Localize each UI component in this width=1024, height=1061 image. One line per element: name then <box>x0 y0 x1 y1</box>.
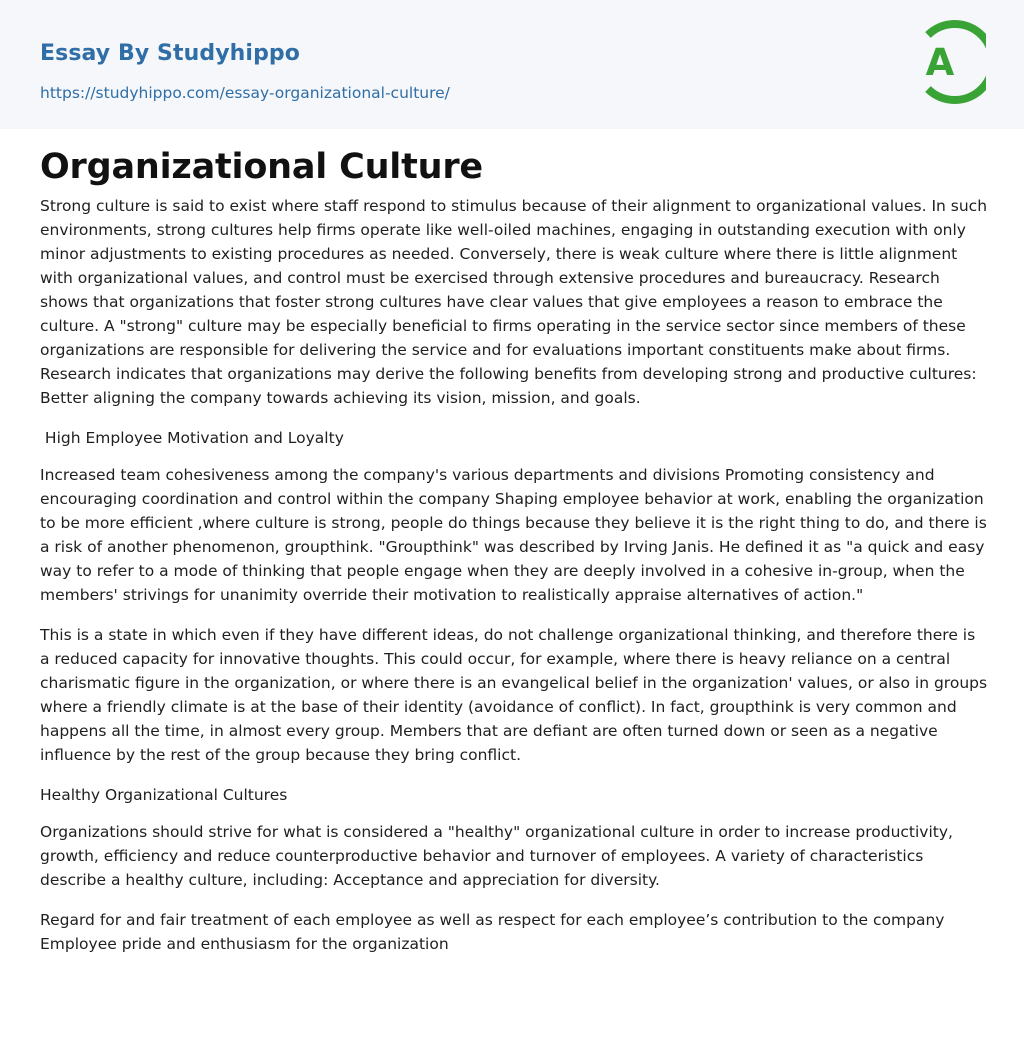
paragraph: Increased team cohesiveness among the company's various departments and divisions Promoting consistency and encouraging coordination and control within the company Shaping employee behavior at work, enabling the organization to be more efficient ,where culture is strong, people do things because they believe it is the right thing to do, and there is a risk of another phenomenon, groupthink. "Groupthink" was described by Irving Janis. He defined it as "a quick and easy way to refer to a mode of thinking that people engage when they are deeply involved in a cohesive in-group, when the members' strivings for unanimity override their motivation to realistically appraise alternatives of action." <box>40 466 987 604</box>
studyhippo-logo-icon[interactable] <box>912 19 986 105</box>
section-subheading: High Employee Motivation and Loyalty <box>40 429 344 447</box>
article-body <box>40 129 988 956</box>
paragraph: Organizations should strive for what is considered a "healthy" organizational culture in order to increase productivity, growth, efficiency and reduce counterproductive behavior and turnover of employees. A variety of characteristics describe a healthy culture, including: Acceptance and appreciation for diversity. <box>40 823 953 889</box>
paragraph: This is a state in which even if they have different ideas, do not challenge organizational thinking, and therefore there is a reduced capacity for innovative thoughts. This could occur, for example, where there is heavy reliance on a central charismatic figure in the organization, or where there is an evangelical belief in the organization' values, or also in groups where a friendly climate is at the base of their identity (avoidance of conflict). In fact, groupthink is very common and happens all the time, in almost every group. Members that are defiant are often turned down or seen as a negative influence by the rest of the group because they bring conflict. <box>40 626 988 764</box>
essay-url-link[interactable]: https://studyhippo.com/essay-organizational-culture/ <box>40 84 450 102</box>
site-brand[interactable]: Essay By Studyhippo <box>40 41 300 66</box>
logo-letter: A <box>925 41 955 84</box>
paragraph: Strong culture is said to exist where staff respond to stimulus because of their alignment to organizational values. In such environments, strong cultures help firms operate like well-oiled machines, engaging in outstanding execution with only minor adjustments to existing procedures as needed. Conversely, there is weak culture where there is little alignment with organizational values, and control must be exercised through extensive procedures and bureaucracy. Research shows that organizations that foster strong cultures have clear values that give employees a reason to embrace the culture. A "strong" culture may be especially beneficial to firms operating in the service sector since members of these organizations are responsible for delivering the service and for evaluations important constituents make about firms. Research indicates that organizations may derive the following benefits from developing strong and productive cultures: Better aligning the company towards achieving its vision, mission, and goals. <box>40 197 988 407</box>
section-subheading: Healthy Organizational Cultures <box>40 786 288 804</box>
paragraph: Regard for and fair treatment of each employee as well as respect for each employee’s contribution to the company Employee pride and enthusiasm for the organization <box>40 911 945 953</box>
page-title: Organizational Culture <box>40 147 483 187</box>
page-header <box>0 0 1024 129</box>
